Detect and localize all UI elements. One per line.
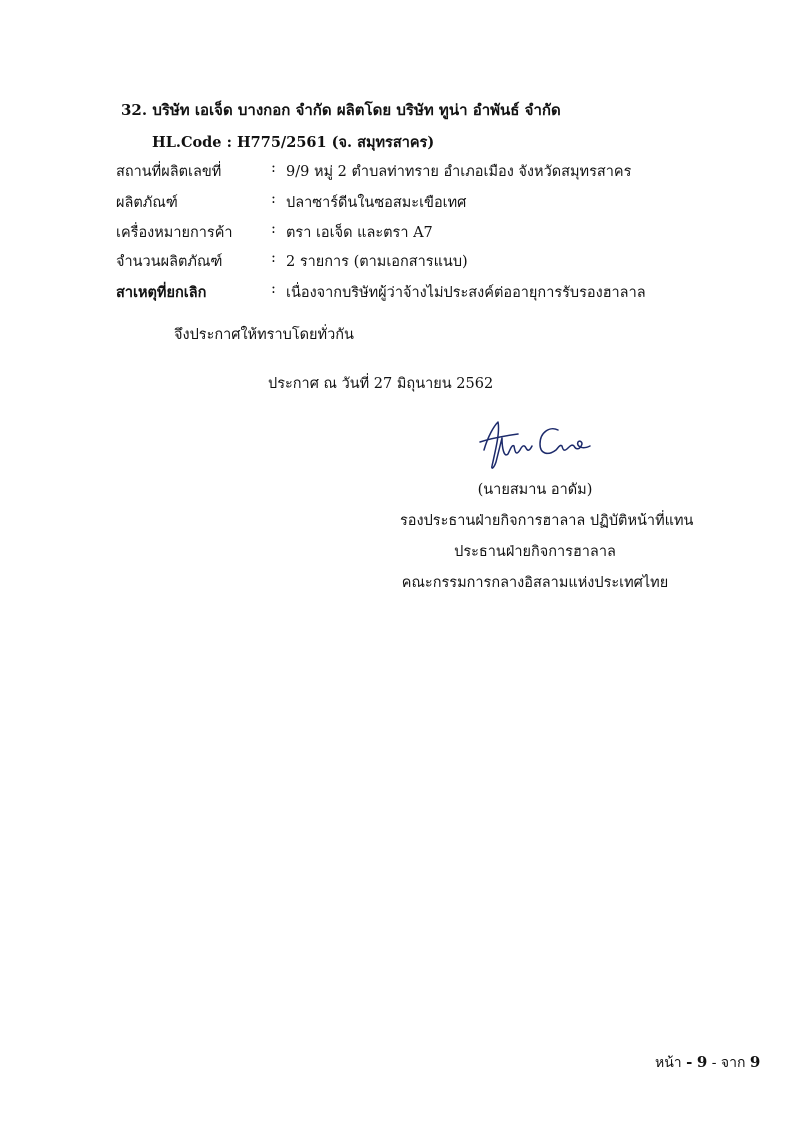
field-label: สถานที่ผลิตเลขที่	[116, 164, 222, 180]
field-colon: :	[271, 160, 276, 176]
field-label: สาเหตุที่ยกเลิก	[116, 284, 207, 301]
current-page: 9	[696, 1053, 708, 1071]
page-label: หน้า	[655, 1055, 682, 1071]
field-value: เนื่องจากบริษัทผู้ว่าจ้างไม่ประสงค์ต่ออายุการรับรองฮาลาล	[286, 285, 646, 301]
field-label: จำนวนผลิตภัณฑ์	[116, 254, 223, 270]
signatory-position-2: ประธานฝ่ายกิจการฮาลาล	[454, 544, 616, 560]
field-label: ผลิตภัณฑ์	[116, 195, 178, 211]
signatory-position-1: รองประธานฝ่ายกิจการฮาลาล ปฏิบัติหน้าที่แทน	[400, 513, 694, 529]
field-value: ปลาซาร์ดีนในซอสมะเขือเทศ	[286, 195, 467, 211]
hl-code: HL.Code : H775/2561 (จ. สมุทรสาคร)	[152, 134, 435, 151]
page-sep-2: - จาก	[711, 1055, 746, 1071]
field-colon: :	[271, 281, 276, 297]
page-number	[655, 1052, 760, 1074]
entry-heading: 32. บริษัท เอเจ็ด บางกอก จำกัด ผลิตโดย บริษัท ทูน่า อำพันธ์ จำกัด	[121, 101, 561, 119]
field-label: เครื่องหมายการค้า	[116, 225, 233, 241]
signatory-name: (นายสมาน อาดัม)	[477, 482, 593, 498]
field-colon: :	[271, 191, 276, 207]
field-value: ตรา เอเจ็ด และตรา A7	[286, 225, 433, 241]
signatory-block	[400, 480, 694, 604]
field-colon: :	[271, 221, 276, 237]
field-value: 2 รายการ (ตามเอกสารแนบ)	[286, 254, 468, 270]
page-sep-1: -	[686, 1053, 693, 1071]
total-pages: 9	[749, 1053, 761, 1071]
announcement-text: จึงประกาศให้ทราบโดยทั่วกัน	[174, 327, 354, 343]
field-value: 9/9 หมู่ 2 ตำบลท่าทราย อำเภอเมือง จังหวัดสมุทรสาคร	[286, 164, 632, 180]
field-colon: :	[271, 250, 276, 266]
handwritten-signature	[478, 416, 594, 472]
signatory-organization: คณะกรรมการกลางอิสลามแห่งประเทศไทย	[401, 575, 669, 591]
announcement-date: ประกาศ ณ วันที่ 27 มิถุนายน 2562	[268, 376, 494, 392]
